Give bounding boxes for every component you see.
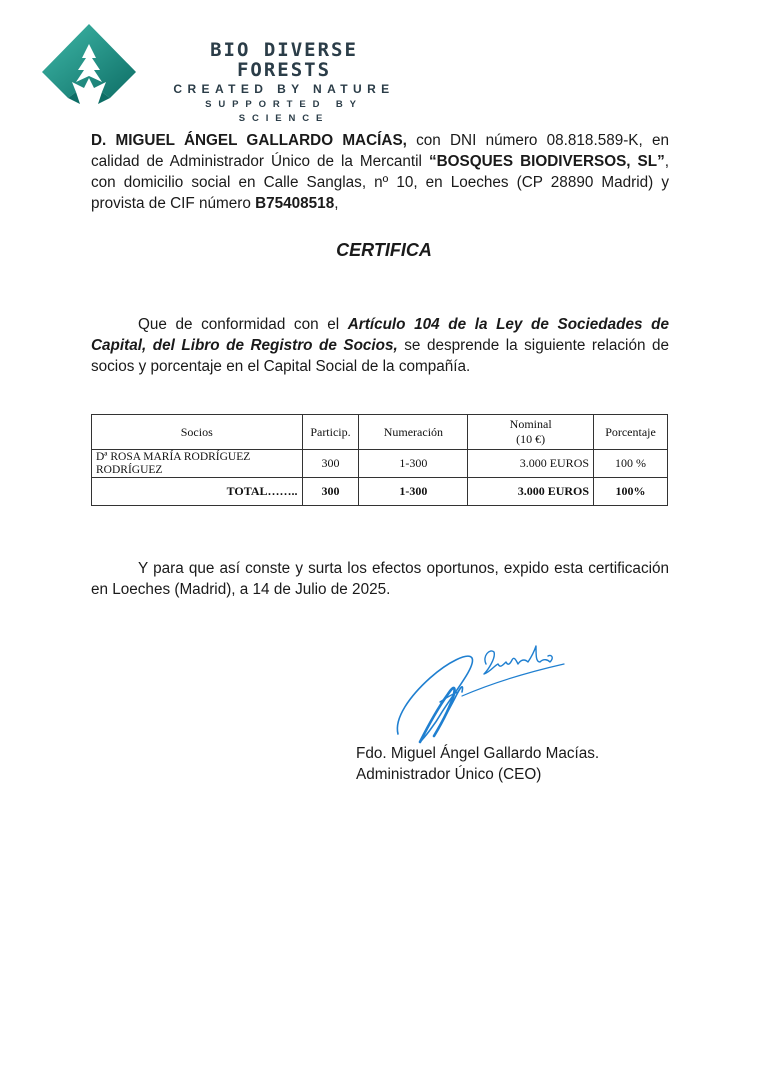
total-nominal: 3.000 EUROS bbox=[468, 478, 594, 506]
shareholders-table bbox=[91, 414, 668, 506]
handwritten-signature bbox=[390, 638, 570, 748]
header-nominal-line2: (10 €) bbox=[516, 432, 546, 446]
total-porcentaje: 100% bbox=[594, 478, 668, 506]
company-logo-icon bbox=[40, 22, 138, 106]
cif-number: B75408518 bbox=[255, 195, 335, 212]
signature-block bbox=[356, 743, 599, 785]
cell-nominal: 3.000 EUROS bbox=[468, 450, 594, 478]
total-particip: 300 bbox=[302, 478, 359, 506]
brand-tagline: CREATED BY NATURE bbox=[173, 82, 395, 96]
brand-subtagline: SUPPORTED BY SCIENCE bbox=[205, 99, 363, 124]
intro-text-1: con DNI número 08.818.589-K, en calidad de Administrador Único de la Mercantil bbox=[91, 132, 669, 170]
para-text-1: Que de conformidad con el bbox=[138, 316, 348, 333]
cell-particip: 300 bbox=[302, 450, 359, 478]
legal-reference: Artículo 104 de la Ley de Sociedades de Capital, del Libro de Registro de Socios, bbox=[91, 316, 669, 354]
table-row bbox=[92, 450, 668, 478]
intro-paragraph bbox=[91, 130, 669, 214]
certifica-heading: CERTIFICA bbox=[336, 240, 432, 260]
socio-name-line1: Dª ROSA MARÍA RODRÍGUEZ bbox=[96, 450, 251, 463]
header-socios: Socios bbox=[92, 415, 303, 450]
table-header-row bbox=[92, 415, 668, 450]
total-numeracion: 1-300 bbox=[359, 478, 468, 506]
header-porcentaje: Porcentaje bbox=[594, 415, 668, 450]
header-numeracion: Numeración bbox=[359, 415, 468, 450]
para-text-2: se desprende la siguiente relación de socios y porcentaje en el Capital Social de la compañía. bbox=[91, 337, 669, 375]
intro-text-2: , con domicilio social en Calle Sanglas, nº 10, en Loeches (CP 28890 Madrid) y provista de CIF número bbox=[91, 153, 669, 212]
signer-role: Administrador Único (CEO) bbox=[356, 766, 542, 783]
brand-title: BIO DIVERSE FORESTS bbox=[210, 39, 358, 81]
admin-name: D. MIGUEL ÁNGEL GALLARDO MACÍAS, bbox=[91, 132, 407, 149]
header-nominal bbox=[468, 415, 594, 450]
intro-text-3: , bbox=[334, 195, 339, 212]
signed-by: Fdo. Miguel Ángel Gallardo Macías. bbox=[356, 745, 600, 762]
socio-name-line2: RODRÍGUEZ bbox=[96, 463, 163, 476]
cell-porcentaje: 100 % bbox=[594, 450, 668, 478]
cell-numeracion: 1-300 bbox=[359, 450, 468, 478]
certification-paragraph bbox=[91, 314, 669, 377]
brand-wordmark bbox=[168, 40, 400, 126]
table-total-row bbox=[92, 478, 668, 506]
closing-paragraph: Y para que así conste y surta los efectos oportunos, expido esta certificación en Loeches (Madrid), a 14 de Julio de 2025. bbox=[91, 560, 669, 598]
header-nominal-line1: Nominal bbox=[509, 417, 552, 431]
company-name: “BOSQUES BIODIVERSOS, SL” bbox=[428, 153, 665, 170]
header-particip: Particip. bbox=[302, 415, 359, 450]
cell-socio bbox=[92, 450, 303, 478]
total-label: TOTAL…….. bbox=[92, 478, 303, 506]
